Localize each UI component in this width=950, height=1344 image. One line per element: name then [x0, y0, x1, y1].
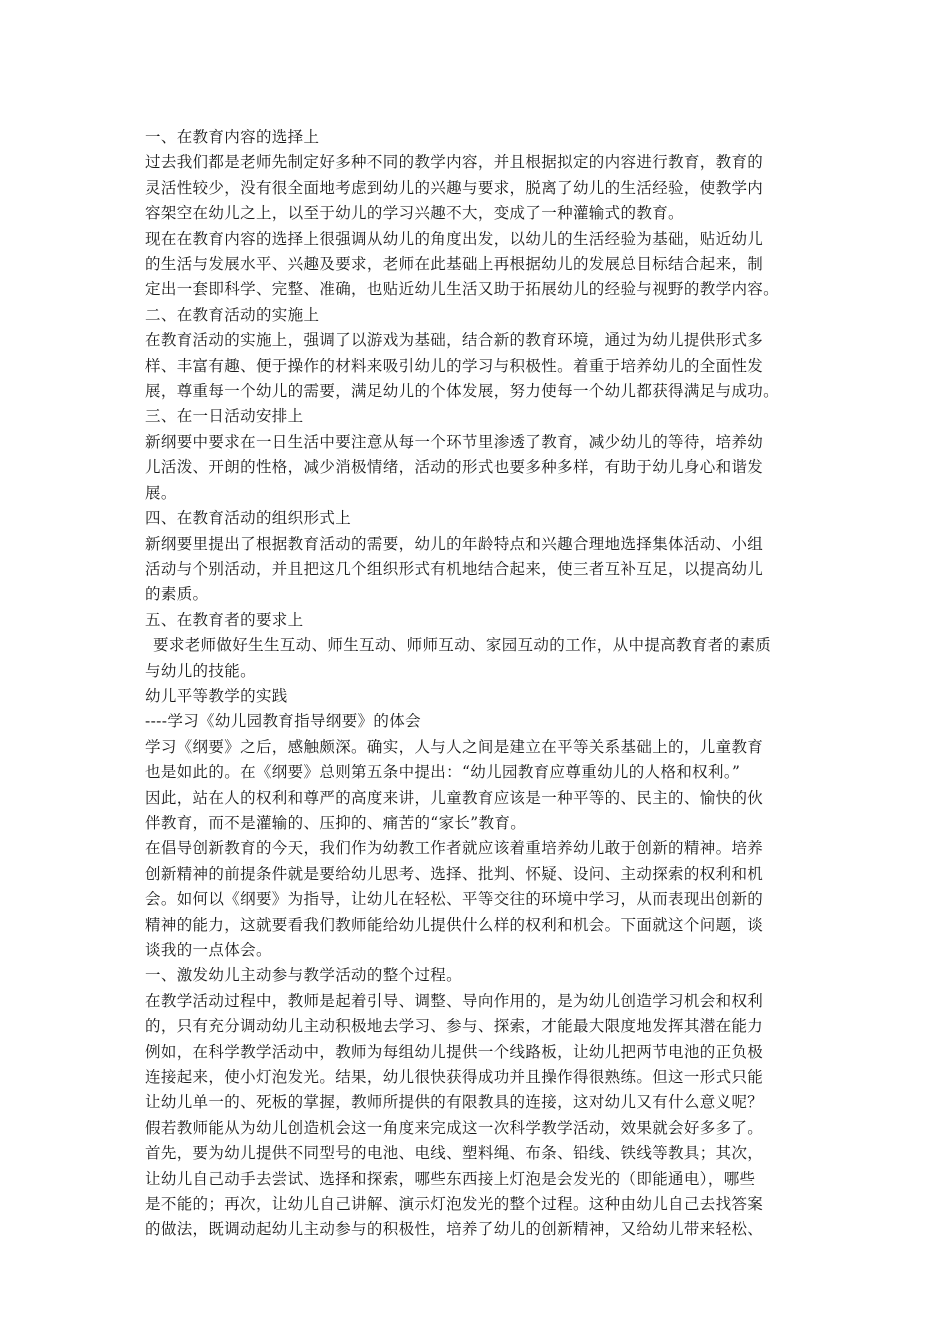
paragraph-line: 首先，要为幼儿提供不同型号的电池、电线、塑料绳、布条、铅线、铁线等教具；其次，: [145, 1144, 764, 1163]
paragraph-line: 精神的能力，这就要看我们教师能给幼儿提供什么样的权利和机会。下面就这个问题，谈: [145, 915, 764, 934]
section-heading: 一、激发幼儿主动参与教学活动的整个过程。: [145, 966, 463, 985]
paragraph-line: 在教学活动过程中，教师是起着引导、调整、导向作用的，是为幼儿创造学习机会和权利: [145, 991, 764, 1010]
paragraph-line: 学习《纲要》之后，感触颇深。确实，人与人之间是建立在平等关系基础上的，儿童教育: [145, 737, 764, 756]
paragraph-line: 灵活性较少，没有很全面地考虑到幼儿的兴趣与要求，脱离了幼儿的生活经验，使教学内: [145, 178, 764, 197]
paragraph-line: 伴教育，而不是灌输的、压抑的、痛苦的“家长”教育。: [145, 813, 527, 832]
paragraph-line: 是不能的；再次，让幼儿自己讲解、演示灯泡发光的整个过程。这种由幼儿自己去找答案: [145, 1195, 764, 1214]
paragraph-line: 的素质。: [145, 585, 209, 604]
paragraph-line: 新纲要中要求在一日生活中要注意从每一个环节里渗透了教育，减少幼儿的等待，培养幼: [145, 432, 764, 451]
article-subtitle: ----学习《幼儿园教育指导纲要》的体会: [145, 712, 421, 731]
paragraph-line: 儿活泼、开朗的性格，减少消极情绪，活动的形式也要多种多样，有助于幼儿身心和谐发: [145, 458, 764, 477]
paragraph-line: 谈我的一点体会。: [145, 941, 272, 959]
paragraph-line: 创新精神的前提条件就是要给幼儿思考、选择、批判、怀疑、设问、主动探索的权利和机: [145, 864, 764, 883]
section-heading: 五、在教育者的要求上: [145, 610, 304, 629]
paragraph-line: 的生活与发展水平、兴趣及要求，老师在此基础上再根据幼儿的发展总目标结合起来，制: [145, 255, 764, 274]
paragraph-line: 展。: [145, 483, 177, 502]
paragraph-line: 例如，在科学教学活动中，教师为每组幼儿提供一个线路板，让幼儿把两节电池的正负极: [145, 1042, 764, 1061]
paragraph-line: 展，尊重每一个幼儿的需要，满足幼儿的个体发展，努力使每一个幼儿都获得满足与成功。: [145, 382, 780, 401]
paragraph-line: 与幼儿的技能。: [145, 661, 256, 680]
paragraph-line: 过去我们都是老师先制定好多种不同的教学内容，并且根据拟定的内容进行教育，教育的: [145, 153, 764, 172]
paragraph-line: 新纲要里提出了根据教育活动的需要，幼儿的年龄特点和兴趣合理地选择集体活动、小组: [145, 534, 764, 553]
paragraph-line: 现在在教育内容的选择上很强调从幼儿的角度出发，以幼儿的生活经验为基础，贴近幼儿: [145, 229, 764, 248]
document-body: [145, 125, 812, 1243]
paragraph-line: 要求老师做好生生互动、师生互动、师师互动、家园互动的工作，从中提高教育者的素质: [153, 636, 772, 655]
paragraph-line: 在教育活动的实施上，强调了以游戏为基础，结合新的教育环境，通过为幼儿提供形式多: [145, 331, 764, 350]
paragraph-line: 在倡导创新教育的今天，我们作为幼教工作者就应该着重培养幼儿敢于创新的精神。培养: [145, 839, 764, 858]
paragraph-line: 定出一套即科学、完整、准确，也贴近幼儿生活又助于拓展幼儿的经验与视野的教学内容。: [145, 280, 780, 299]
paragraph-line: 也是如此的。在《纲要》总则第五条中提出：“幼儿园教育应尊重幼儿的人格和权利。”: [145, 763, 741, 782]
paragraph-line: 让幼儿单一的、死板的掌握，教师所提供的有限教具的连接，这对幼儿又有什么意义呢？: [145, 1093, 764, 1112]
section-heading: 四、在教育活动的组织形式上: [145, 509, 352, 528]
article-title: 幼儿平等教学的实践: [145, 686, 288, 705]
section-heading: 二、在教育活动的实施上: [145, 305, 320, 324]
paragraph-line: 连接起来，使小灯泡发光。结果，幼儿很快获得成功并且操作得很熟练。但这一形式只能: [145, 1068, 764, 1087]
paragraph-line: 活动与个别活动，并且把这几个组织形式有机地结合起来，使三者互补互足，以提高幼儿: [145, 559, 764, 578]
paragraph-line: 的做法，既调动起幼儿主动参与的积极性，培养了幼儿的创新精神，又给幼儿带来轻松、: [145, 1220, 764, 1239]
paragraph-line: 容架空在幼儿之上，以至于幼儿的学习兴趣不大，变成了一种灌输式的教育。: [145, 204, 684, 223]
section-heading: 三、在一日活动安排上: [145, 407, 304, 426]
paragraph-line: 的，只有充分调动幼儿主动积极地去学习、参与、探索，才能最大限度地发挥其潜在能力: [145, 1017, 764, 1036]
paragraph-line: 会。如何以《纲要》为指导，让幼儿在轻松、平等交往的环境中学习，从而表现出创新的: [145, 890, 764, 909]
paragraph-line: 样、丰富有趣、便于操作的材料来吸引幼儿的学习与积极性。着重于培养幼儿的全面性发: [145, 356, 764, 375]
paragraph-line: 因此，站在人的权利和尊严的高度来讲，儿童教育应该是一种平等的、民主的、愉快的伙: [145, 788, 764, 807]
section-heading: 一、在教育内容的选择上: [145, 128, 320, 146]
paragraph-line: 假若教师能从为幼儿创造机会这一角度来完成这一次科学教学活动，效果就会好多多了。: [145, 1118, 764, 1137]
paragraph-line: 让幼儿自己动手去尝试、选择和探索，哪些东西接上灯泡是会发光的（即能通电），哪些: [145, 1169, 756, 1188]
